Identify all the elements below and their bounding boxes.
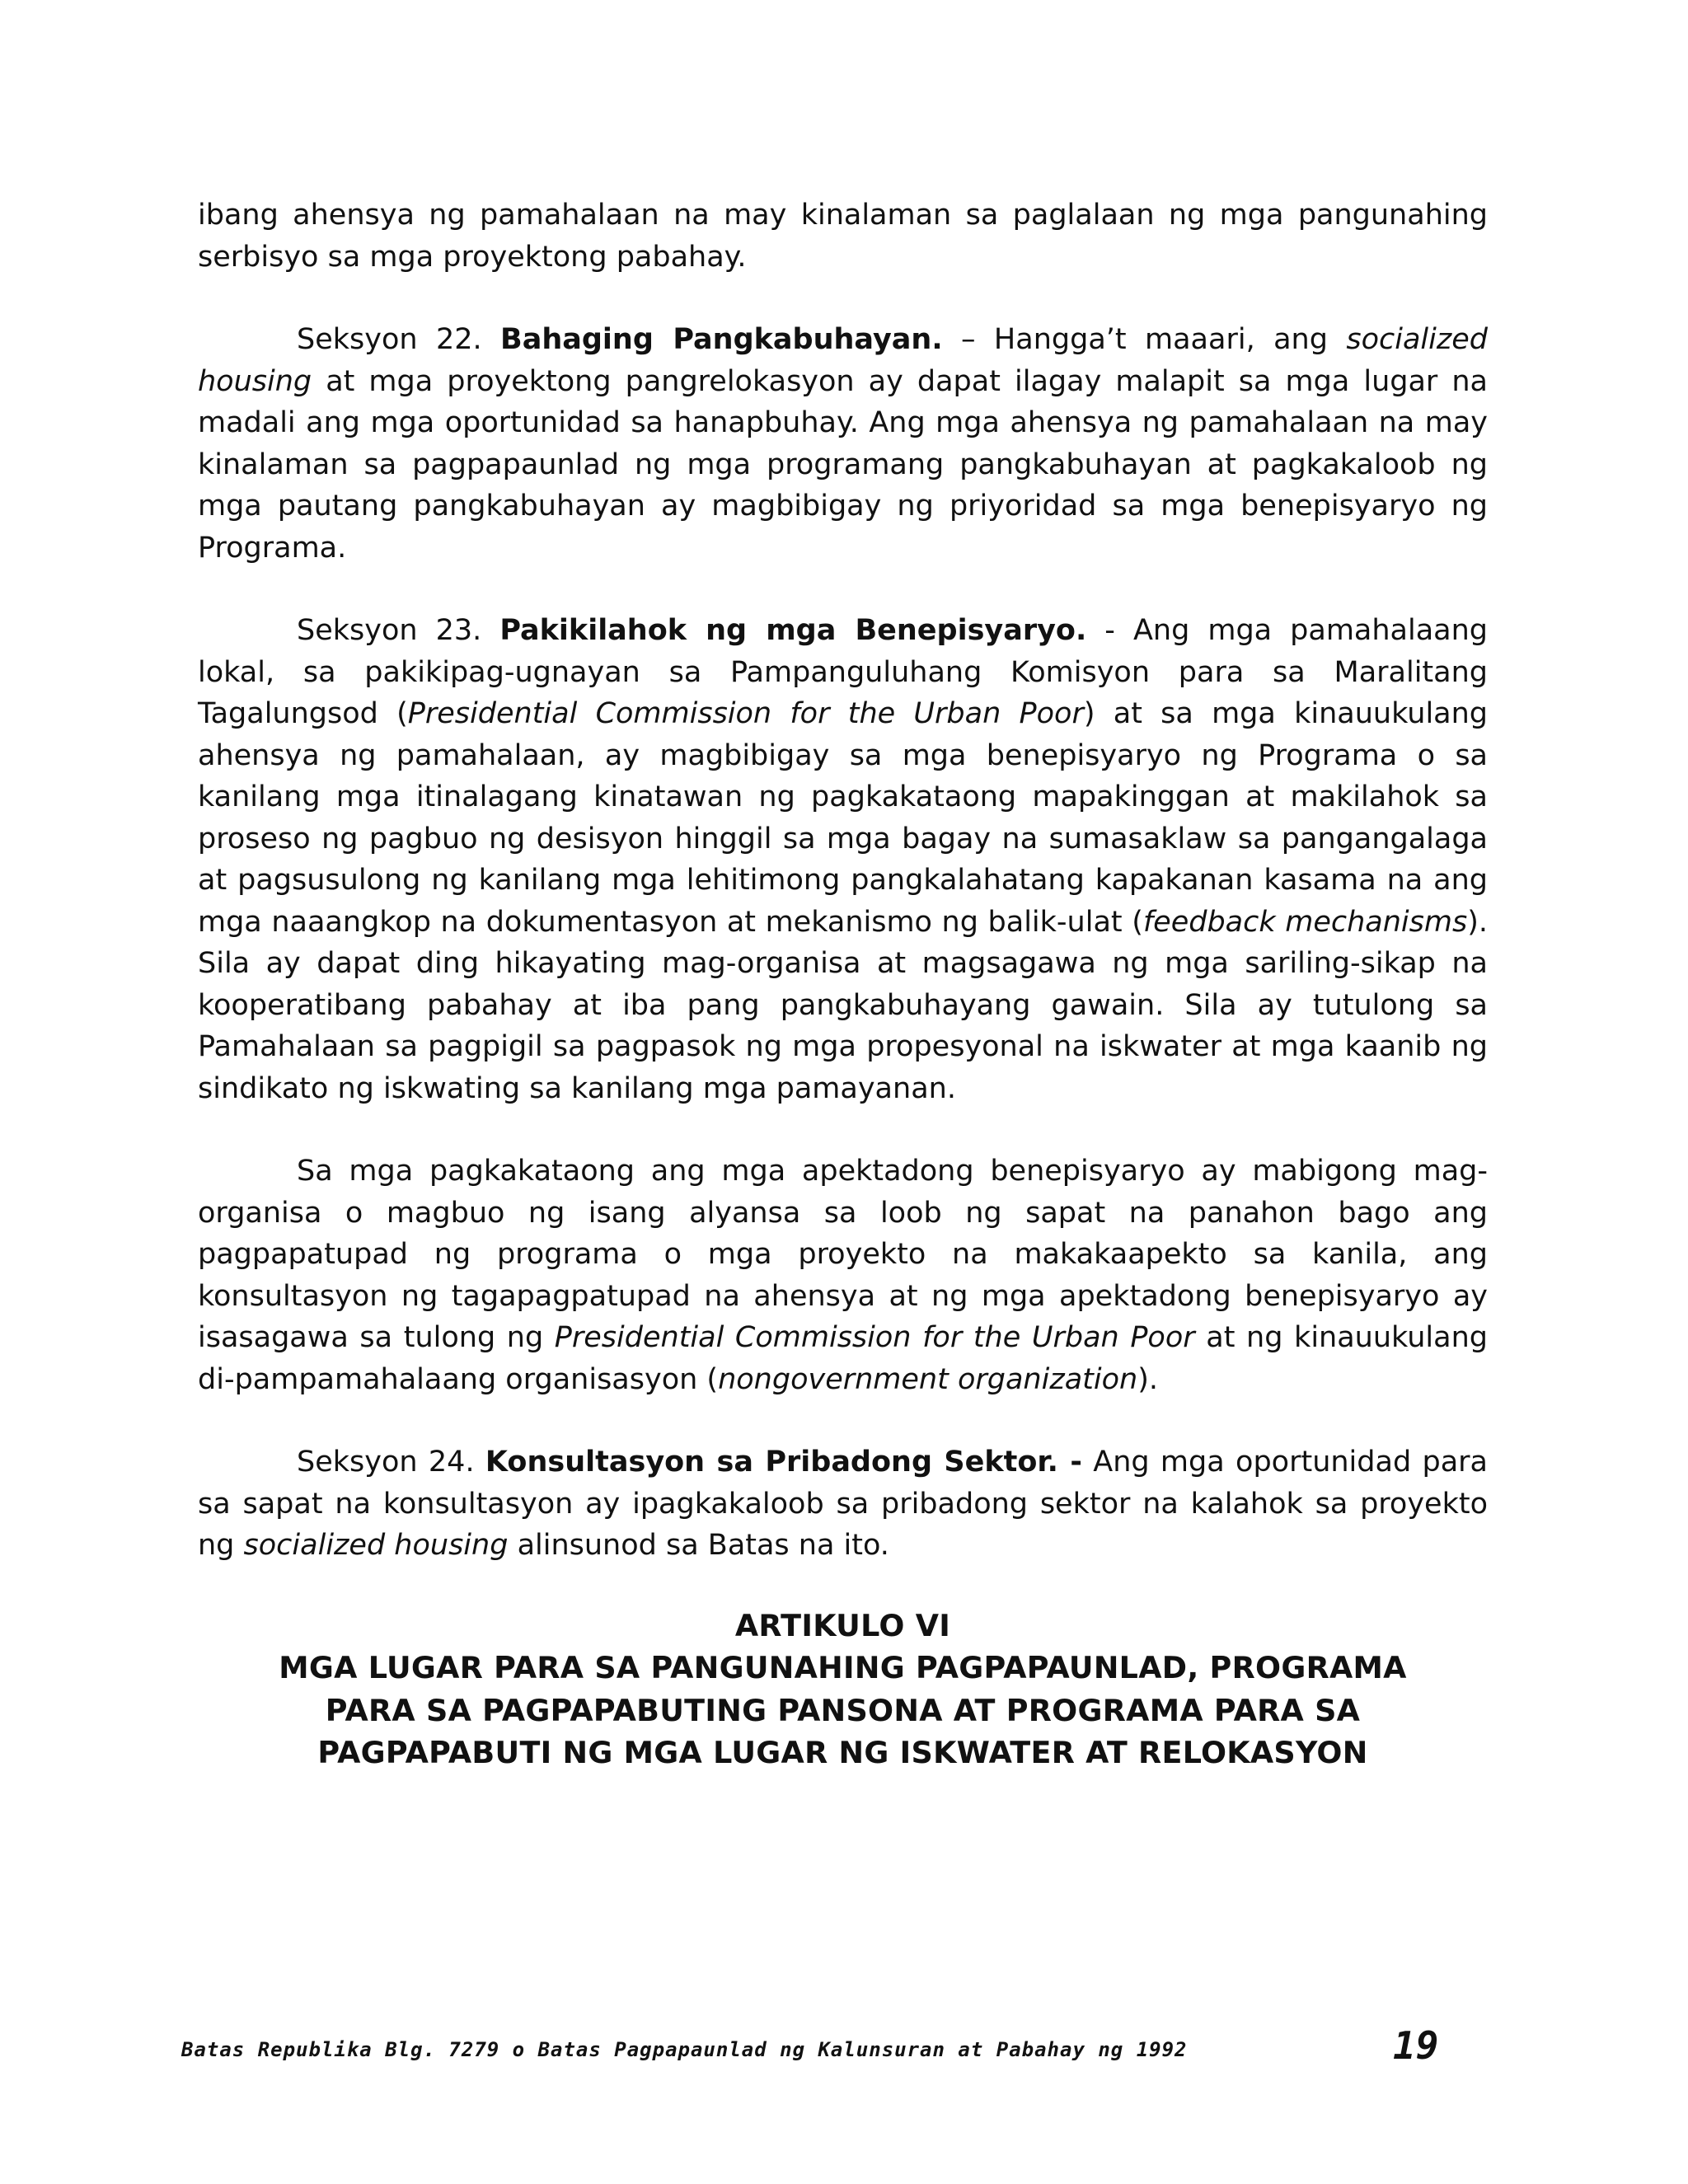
section-24-italic-1: socialized housing (243, 1529, 509, 1562)
continuation-paragraph (198, 194, 1488, 278)
footer-title: Batas Republika Blg. 7279 o Batas Pagpapaunlad ng Kalunsuran at Pabahay ng 1992 (181, 2038, 1188, 2061)
section-23-label: Seksyon 23. (297, 614, 500, 647)
consultation-text-3: ). (1137, 1362, 1158, 1396)
section-22-label: Seksyon 22. (297, 323, 501, 356)
section-23-paragraph (198, 610, 1488, 1109)
section-22-text-1: – Hangga’t maaari, ang (942, 323, 1347, 356)
section-24-paragraph (198, 1441, 1488, 1567)
consultation-italic-1: Presidential Commission for the Urban Poor (554, 1321, 1195, 1354)
section-22-italic-1: socialized housing (198, 323, 1488, 398)
consultation-paragraph (198, 1151, 1488, 1400)
consultation-text-1: Sa mga pagkakataong ang mga apektadong benepisyaryo ay mabigong mag-organisa o magbuo ng isang alyansa sa loob ng sapat na panahon bago ang pagpapatupad ng programa o mga proyekto na makakaapekto sa kanila, ang konsultasyon ng tagapagpatupad na ahensya at ng mga apektadong benepisyaryo ay isasagawa sa tulong ng (198, 1155, 1488, 1354)
section-24-title: Konsultasyon sa Pribadong Sektor. - (485, 1446, 1082, 1479)
continuation-text: ibang ahensya ng pamahalaan na may kinalaman sa paglalaan ng mga pangunahing serbisyo sa mga proyektong pabahay. (198, 199, 1488, 274)
article-number: ARTIKULO VI (734, 1607, 951, 1643)
section-24-text-1: Ang mga oportunidad para sa sapat na konsultasyon ay ipagkakaloob sa pribadong sektor na kalahok sa proyekto ng (198, 1446, 1489, 1562)
section-22-title: Bahaging Pangkabuhayan. (500, 323, 943, 356)
consultation-italic-2: nongovernment organization (718, 1362, 1138, 1396)
paragraph-gap (198, 1109, 1488, 1151)
section-22-text-2: at mga proyektong pangrelokasyon ay dapat ilagay malapit sa mga lugar na madali ang mga oportunidad sa hanapbuhay. Ang mga ahensya ng pamahalaan na may kinalaman sa pagpapaunlad ng mga programang pangkabuhayan at pagkakaloob ng mga pautang pangkabuhayan ay magbibigay ng priyoridad sa mga benepisyaryo ng Programa. (198, 364, 1488, 565)
section-23-text-1: - Ang mga pamahalaang lokal, sa pakikipag-ugnayan sa Pampanguluhang Komisyon para sa Maralitang Tagalungsod ( (198, 614, 1489, 730)
section-23-text-3: ). Sila ay dapat ding hikayating mag-organisa at magsagawa ng mga sariling-sikap na kooperatibang pabahay at iba pang pangkabuhayang gawain. Sila ay tutulong sa Pamahalaan sa pagpigil sa pagpasok ng mga propesyonal na iskwater at mga kaanib ng sindikato ng iskwating sa kanilang mga pamayanan. (198, 905, 1488, 1105)
paragraph-gap (198, 278, 1488, 319)
section-23-title: Pakikilahok ng mga Benepisyaryo. (499, 614, 1087, 647)
article-heading-block (198, 1605, 1488, 1774)
paragraph-gap (198, 1400, 1488, 1441)
page-footer (181, 2023, 1467, 2073)
section-24-label: Seksyon 24. (297, 1446, 485, 1479)
section-24-text-2: alinsunod sa Batas na ito. (508, 1529, 889, 1562)
article-title-line-2: PARA SA PAGPAPABUTING PANSONA AT PROGRAMA PARA SA (325, 1692, 1361, 1728)
paragraph-gap (198, 569, 1488, 610)
section-23-italic-2: feedback mechanisms (1142, 905, 1468, 939)
article-title-line-1: MGA LUGAR PARA SA PANGUNAHING PAGPAPAUNLAD, PROGRAMA (279, 1650, 1407, 1685)
section-23-italic-1: Presidential Commission for the Urban Poor (407, 697, 1084, 730)
section-22-paragraph (198, 319, 1488, 569)
document-body (198, 194, 1488, 1774)
section-23-text-2: ) at sa mga kinauukulang ahensya ng pamahalaan, ay magbibigay sa mga benepisyaryo ng Programa o sa kanilang mga itinalagang kinatawan ng pagkakataong mapakinggan at makilahok sa proseso ng pagbuo ng desisyon hinggil sa mga bagay na sumasaklaw sa pangangalaga at pagsusulong ng kanilang mga lehitimong pangkalahatang kapakanan kasama na ang mga naaangkop na dokumentasyon at mekanismo ng balik-ulat ( (198, 697, 1489, 939)
consultation-text-2: at ng kinauukulang di-pampamahalaang organisasyon ( (198, 1321, 1488, 1396)
article-title-line-3: PAGPAPABUTI NG MGA LUGAR NG ISKWATER AT RELOKASYON (317, 1735, 1368, 1770)
page-number: 19 (1393, 2023, 1439, 2068)
